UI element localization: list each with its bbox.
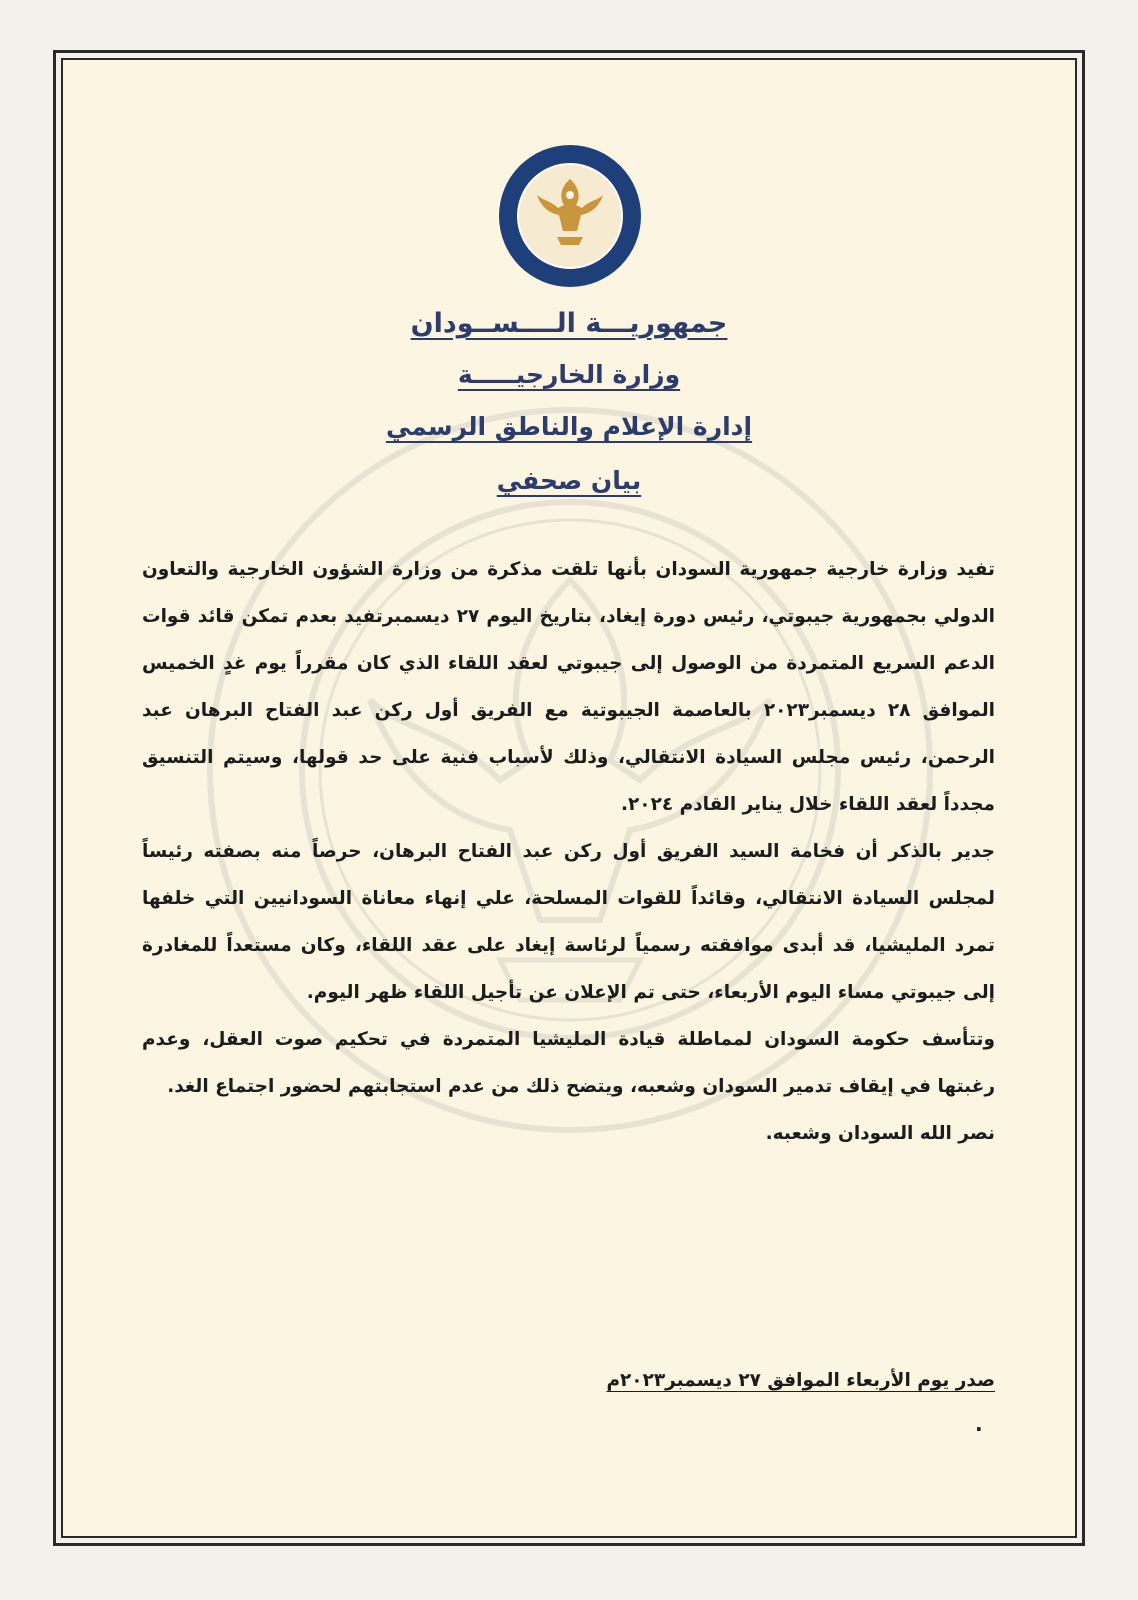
heading-press-release: بيان صحفي: [496, 466, 642, 495]
heading-department: إدارة الإعلام والناطق الرسمي: [385, 412, 753, 441]
paragraph-1: تفيد وزارة خارجية جمهورية السودان بأنها تلقت مذكرة من وزارة الشؤون الخارجية والتعاون الدولي بجمهورية جيبوتي، رئيس دورة إيغاد، بتاريخ اليوم ٢٧ ديسمبرتفيد بعدم تمكن قائد قوات الدعم السريع المتمردة من الوصول إلى جيبوتي لعقد اللقاء الذي كان مقرراً يوم غدٍ الخميس الموافق ٢٨ ديسمبر٢٠٢٣ بالعاصمة الجيبوتية مع الفريق أول ركن عبد الفتاح البرهان عبد الرحمن، رئيس مجلس السيادة الانتقالي، وذلك لأسباب فنية على حد قولها، وسيتم التنسيق مجدداً لعقد اللقاء خلال يناير القادم ٢٠٢٤.: [142, 559, 996, 815]
ministry-seal-icon: [497, 143, 643, 289]
issue-date: صدر يوم الأربعاء الموافق ٢٧ ديسمبر٢٠٢٣م: [606, 1370, 995, 1391]
trailing-mark: .: [975, 1412, 983, 1436]
heading-ministry: وزارة الخارجيـــــة: [457, 360, 681, 389]
paragraph-2: جدير بالذكر أن فخامة السيد الفريق أول ركن عبد الفتاح البرهان، حرصاً منه بصفته رئيساً لمجلس السيادة الانتقالي، وقائداً للقوات المسلحة، علي إنهاء معاناة السودانيين التي خلفها تمرد المليشيا، قد أبدى موافقته رسمياً لرئاسة إيغاد على عقد اللقاء، وكان مستعداً للمغادرة إلى جيبوتي مساء اليوم الأربعاء، حتى تم الإعلان عن تأجيل اللقاء ظهر اليوم.: [142, 841, 995, 1003]
heading-republic: جمهوريـــة الــــســودان: [410, 308, 728, 339]
paragraph-4: نصر الله السودان وشعبه.: [765, 1123, 995, 1144]
paragraph-3: وتتأسف حكومة السودان لمماطلة قيادة المليشيا المتمردة في تحكيم صوت العقل، وعدم رغبتها في إيقاف تدمير السودان وشعبه، ويتضح ذلك من عدم استجابتهم لحضور اجتماع الغد.: [142, 1029, 995, 1097]
statement-body: [142, 546, 995, 1157]
